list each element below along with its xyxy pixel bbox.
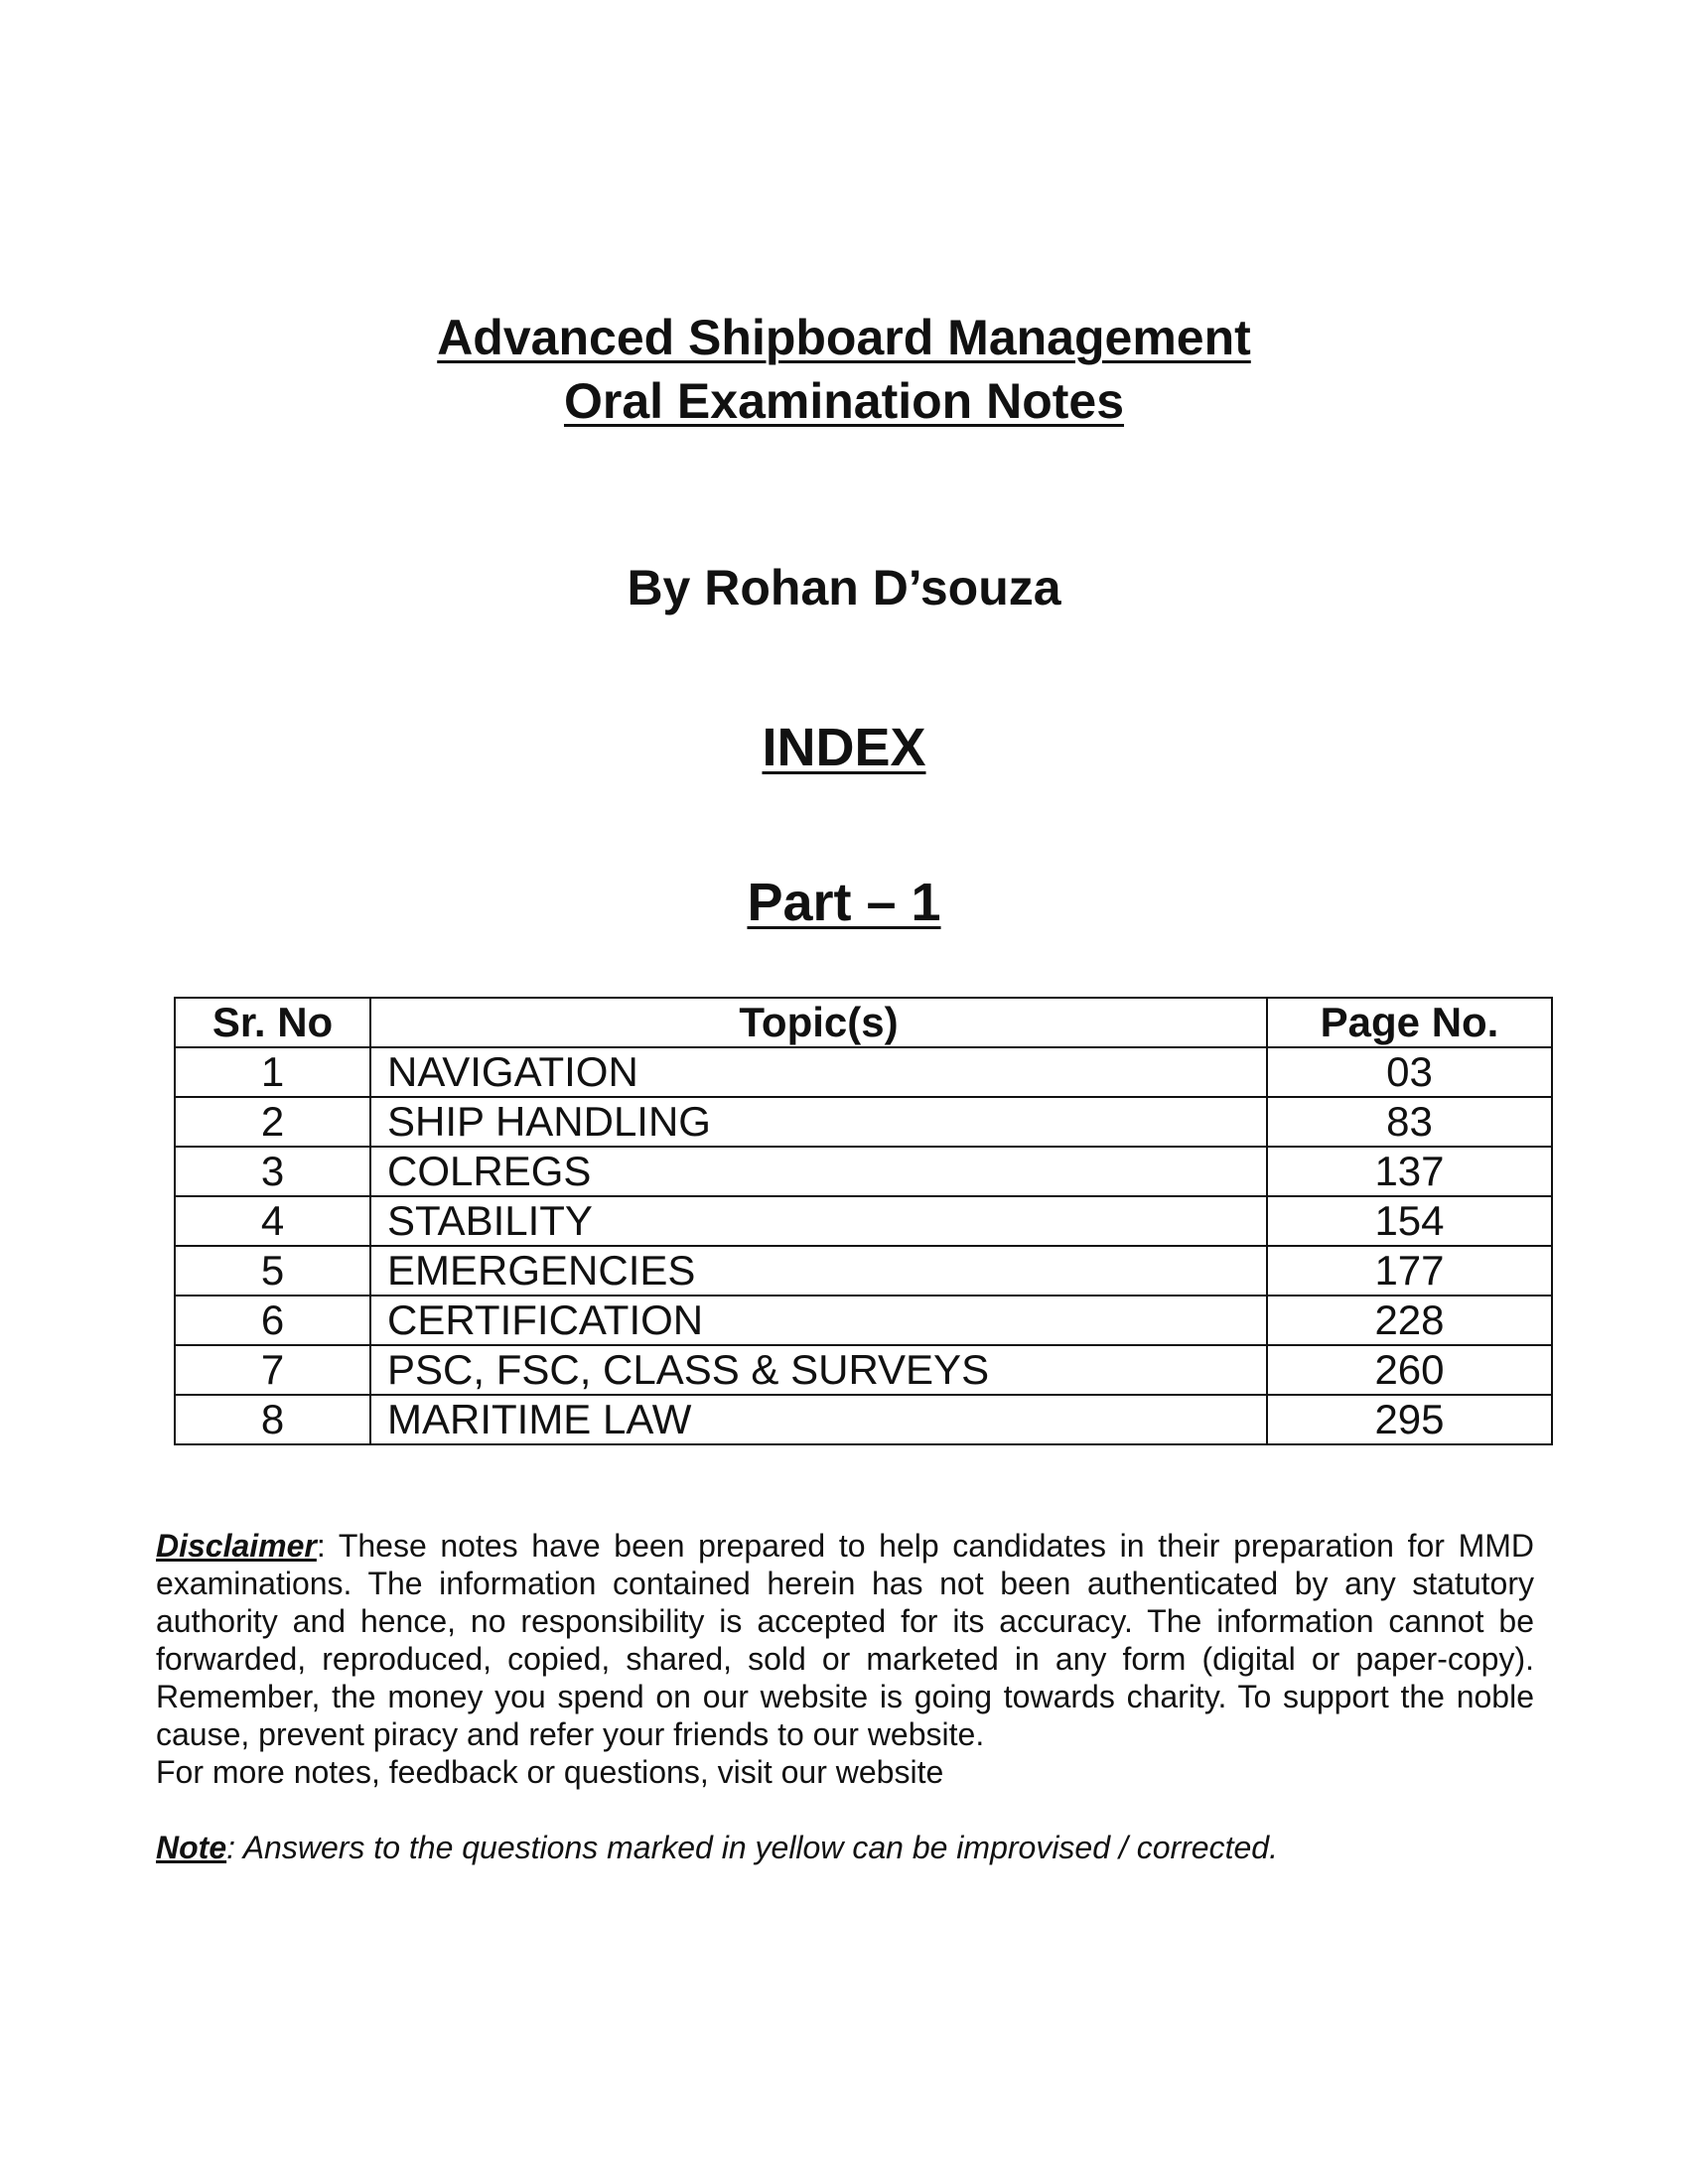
page-no-cell: 137 — [1267, 1147, 1552, 1196]
table-row — [175, 1345, 1552, 1395]
index-table-header-row — [175, 998, 1552, 1047]
sr-no-cell: 3 — [175, 1147, 370, 1196]
disclaimer-label: Disclaimer — [156, 1528, 317, 1564]
note-label: Note — [156, 1830, 227, 1865]
table-row — [175, 1097, 1552, 1147]
disclaimer-text: : These notes have been prepared to help candidates in their preparation for MMD examinations. The information contained herein has not been authenticated by any statutory authority and hence, no responsibility is accepted for its accuracy. The information cannot be forwarded, reproduced, copied, shared, sold or marketed in any form (digital or paper-copy). Remember, the money you spend on our website is going towards charity. To support the noble cause, prevent piracy and refer your friends to our website. — [156, 1528, 1534, 1752]
topic-cell: PSC, FSC, CLASS & SURVEYS — [370, 1345, 1267, 1395]
page-no-header: Page No. — [1267, 998, 1552, 1047]
sr-no-cell: 6 — [175, 1296, 370, 1345]
page-no-cell: 154 — [1267, 1196, 1552, 1246]
topic-cell: STABILITY — [370, 1196, 1267, 1246]
page-no-cell: 83 — [1267, 1097, 1552, 1147]
page-no-cell: 03 — [1267, 1047, 1552, 1097]
author-line: By Rohan D’souza — [627, 560, 1061, 615]
topic-cell: NAVIGATION — [370, 1047, 1267, 1097]
table-row — [175, 1047, 1552, 1097]
page-no-cell: 260 — [1267, 1345, 1552, 1395]
topic-header: Topic(s) — [370, 998, 1267, 1047]
website-visit-line: For more notes, feedback or questions, visit our website — [156, 1754, 944, 1790]
note-paragraph — [156, 1829, 1534, 1866]
part-heading: Part – 1 — [747, 873, 941, 932]
sr-no-cell: 4 — [175, 1196, 370, 1246]
document-title-line-1: Advanced Shipboard Management — [437, 310, 1251, 365]
sr-no-cell: 2 — [175, 1097, 370, 1147]
table-row — [175, 1147, 1552, 1196]
page-no-cell: 228 — [1267, 1296, 1552, 1345]
table-row — [175, 1196, 1552, 1246]
topic-cell: SHIP HANDLING — [370, 1097, 1267, 1147]
disclaimer-paragraph — [156, 1527, 1534, 1753]
topic-cell: MARITIME LAW — [370, 1395, 1267, 1444]
table-row — [175, 1246, 1552, 1296]
topic-cell: CERTIFICATION — [370, 1296, 1267, 1345]
topic-cell: COLREGS — [370, 1147, 1267, 1196]
topic-cell: EMERGENCIES — [370, 1246, 1267, 1296]
page-no-cell: 177 — [1267, 1246, 1552, 1296]
note-text: : Answers to the questions marked in yellow can be improvised / corrected. — [226, 1830, 1278, 1865]
document-title-line-2: Oral Examination Notes — [563, 373, 1125, 429]
page-no-cell: 295 — [1267, 1395, 1552, 1444]
table-row — [175, 1395, 1552, 1444]
sr-no-header: Sr. No — [175, 998, 370, 1047]
sr-no-cell: 1 — [175, 1047, 370, 1097]
sr-no-cell: 8 — [175, 1395, 370, 1444]
index-heading: INDEX — [762, 718, 926, 777]
table-row — [175, 1296, 1552, 1345]
sr-no-cell: 5 — [175, 1246, 370, 1296]
index-table — [174, 997, 1553, 1445]
sr-no-cell: 7 — [175, 1345, 370, 1395]
